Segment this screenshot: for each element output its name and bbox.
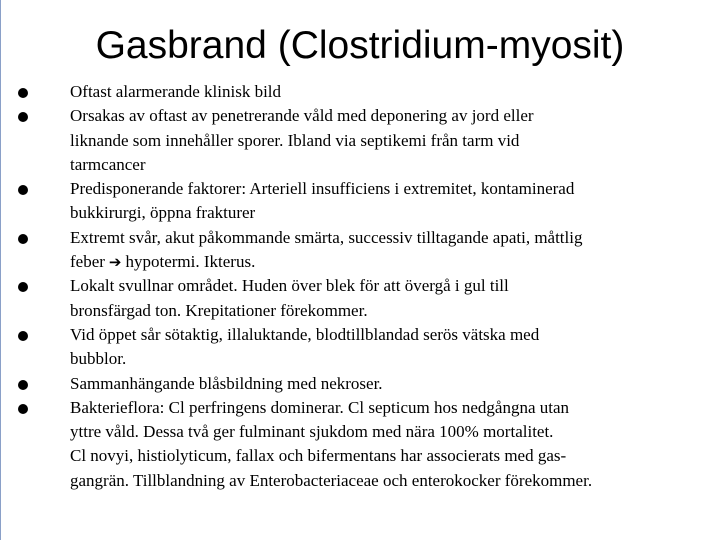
bullet-item xyxy=(12,323,702,372)
arrow-before-text: feber xyxy=(70,252,105,272)
arrow-after-text: hypotermi. Ikterus. xyxy=(125,252,256,272)
bullet-line: gangrän. Tillblandning av Enterobacteriaceae och enterokocker förekommer. xyxy=(70,470,593,490)
bullet-line: bukkirurgi, öppna frakturer xyxy=(70,203,256,223)
bullet-line: Bakterieflora: Cl perfringens dominerar. Cl septicum hos nedgångna utan xyxy=(70,397,570,417)
bullet-dot-icon xyxy=(18,185,28,195)
bullet-line: Extremt svår, akut påkommande smärta, successiv tilltagande apati, måttlig xyxy=(70,227,583,247)
bullet-line-with-arrow xyxy=(70,250,702,274)
bullet-dot-icon xyxy=(18,380,28,390)
bullet-line: Oftast alarmerande klinisk bild xyxy=(70,82,282,101)
bullet-line: Cl novyi, histiolyticum, fallax och bifermentans har associerats med gas- xyxy=(70,446,567,466)
bullet-dot-icon xyxy=(18,282,28,292)
bullet-item xyxy=(12,396,702,493)
bullet-line: tarmcancer xyxy=(70,154,146,174)
bullet-dot-icon xyxy=(18,404,28,414)
bullet-line: Lokalt svullnar området. Huden över blek för att övergå i gul till xyxy=(70,276,509,296)
right-arrow-icon: ➔ xyxy=(108,253,122,272)
bullet-dot-icon xyxy=(18,112,28,122)
bullet-line: liknande som innehåller sporer. Ibland via septikemi från tarm vid xyxy=(70,130,520,150)
bullet-line: Orsakas av oftast av penetrerande våld med deponering av jord eller xyxy=(70,106,534,126)
bullet-dot-icon xyxy=(18,331,28,341)
bullet-line: Predisponerande faktorer: Arteriell insufficiens i extremitet, kontaminerad xyxy=(70,179,575,199)
bullet-line: bubblor. xyxy=(70,349,127,369)
slide-border-line xyxy=(0,0,1,540)
bullet-item xyxy=(12,372,702,396)
bullet-item xyxy=(12,226,702,275)
bullet-item xyxy=(12,80,702,104)
bullet-item xyxy=(12,104,702,177)
bullet-line: Sammanhängande blåsbildning med nekroser. xyxy=(70,373,383,393)
bullet-list xyxy=(12,80,702,493)
bullet-line: bronsfärgad ton. Krepitationer förekommer. xyxy=(70,300,368,320)
bullet-dot-icon xyxy=(18,88,28,98)
slide-title: Gasbrand (Clostridium-myosit) xyxy=(95,24,625,67)
bullet-line: yttre våld. Dessa två ger fulminant sjukdom med nära 100% mortalitet. xyxy=(70,422,554,442)
bullet-dot-icon xyxy=(18,234,28,244)
bullet-item xyxy=(12,274,702,323)
bullet-line: Vid öppet sår sötaktig, illaluktande, blodtillblandad serös vätska med xyxy=(70,324,540,344)
bullet-item xyxy=(12,177,702,226)
